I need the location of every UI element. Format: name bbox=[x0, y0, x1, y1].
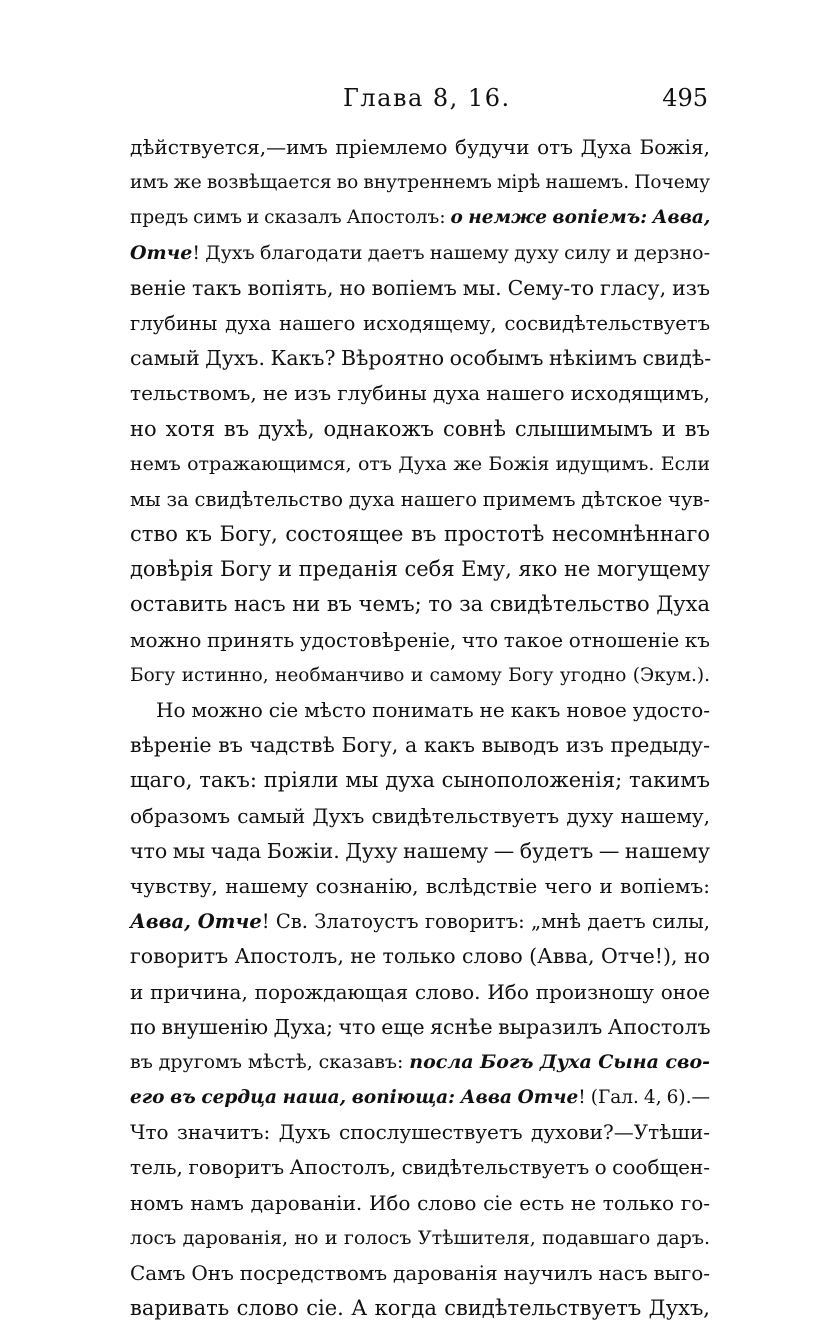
text-segment: лосъ дарованія, но и голосъ Утѣшителя, подавшаго даръ. bbox=[130, 1226, 710, 1249]
text-line bbox=[130, 975, 710, 1010]
text-segment: оставить насъ ни въ чемъ; то за свидѣтельство Духа bbox=[130, 592, 710, 617]
text-segment: довѣрія Богу и преданія себя Ему, яко не могущему bbox=[130, 557, 710, 582]
italic-quote: посла Богъ Духа Сына сво- bbox=[409, 1050, 710, 1073]
text-segment: но хотя въ духѣ, однакожъ совнѣ слышимымъ и въ bbox=[130, 416, 710, 441]
text-line bbox=[130, 1291, 710, 1326]
text-segment: номъ намъ дарованіи. Ибо слово сіе есть не только го- bbox=[130, 1190, 710, 1215]
text-segment: предъ симъ и сказалъ Апостолъ: bbox=[130, 207, 451, 229]
text-line bbox=[130, 341, 710, 376]
text-segment: щаго, такъ: пріяли мы духа сыноположенія; такимъ bbox=[130, 768, 710, 793]
text-line bbox=[130, 165, 710, 200]
text-line bbox=[130, 693, 710, 728]
text-line bbox=[130, 236, 710, 271]
text-line bbox=[130, 376, 710, 411]
text-line bbox=[130, 552, 710, 587]
chapter-heading: Глава 8, 16. bbox=[343, 84, 511, 112]
text-line bbox=[130, 763, 710, 798]
text-line bbox=[130, 306, 710, 341]
text-line bbox=[130, 517, 710, 552]
text-segment: имъ же возвѣщается во внутреннемъ мірѣ нашемъ. Почему bbox=[130, 172, 710, 194]
text-segment: и причина, порождающая слово. Ибо произношу оное bbox=[130, 979, 710, 1004]
text-segment: ство къ Богу, состоящее въ простотѣ несомнѣннаго bbox=[130, 522, 710, 547]
text-line bbox=[130, 271, 710, 306]
text-segment: Что значитъ: Духъ спослушествуетъ духови?—Утѣши- bbox=[130, 1120, 710, 1145]
text-line bbox=[130, 834, 710, 869]
text-segment: ! Духъ благодати даетъ нашему духу силу и дерзно- bbox=[192, 241, 710, 264]
text-segment: вѣреніе въ чадствѣ Богу, а какъ выводъ изъ предыду- bbox=[130, 733, 710, 758]
text-segment: въ другомъ мѣстѣ, сказавъ: bbox=[130, 1050, 410, 1073]
text-line bbox=[130, 1045, 710, 1080]
text-segment: Но можно сіе мѣсто понимать не какъ новое удосто- bbox=[156, 698, 710, 722]
text-line bbox=[130, 939, 710, 974]
text-line bbox=[130, 1115, 710, 1150]
text-line bbox=[130, 587, 710, 622]
text-segment: варивать слово сіе. А когда свидѣтельствуетъ Духъ, bbox=[130, 1296, 710, 1321]
text-line bbox=[130, 482, 710, 517]
text-segment: чувству, нашему сознанію, вслѣдствіе чего и вопіемъ: bbox=[130, 873, 710, 898]
text-segment: веніе такъ вопіять, но вопіемъ мы. Сему-то гласу, изъ bbox=[130, 275, 710, 300]
text-segment: тельствомъ, не изъ глубины духа нашего исходящимъ, bbox=[130, 381, 710, 406]
text-segment: самый Духъ. Какъ? Вѣроятно особымъ нѣкіимъ свидѣ- bbox=[130, 346, 712, 371]
text-line bbox=[130, 1010, 710, 1045]
italic-quote: Авва, Отче bbox=[130, 910, 262, 934]
text-line bbox=[130, 658, 710, 693]
text-line bbox=[130, 1150, 710, 1185]
body-text bbox=[130, 130, 710, 1326]
italic-quote: о немже вопіемъ: Авва, bbox=[450, 207, 711, 229]
text-line bbox=[130, 1080, 710, 1115]
page-number: 495 bbox=[662, 84, 708, 112]
italic-quote: Отче bbox=[130, 241, 193, 264]
text-line bbox=[130, 130, 710, 165]
text-line bbox=[130, 412, 710, 447]
text-line bbox=[130, 1221, 710, 1256]
text-line bbox=[130, 904, 710, 939]
text-segment: Самъ Онъ посредствомъ дарованія научилъ насъ выго- bbox=[130, 1261, 710, 1285]
text-line bbox=[130, 1256, 710, 1291]
text-line bbox=[130, 447, 710, 482]
text-line bbox=[130, 623, 710, 658]
italic-quote: его въ сердца наша, вопіюща: Авва Отче bbox=[130, 1087, 579, 1109]
running-header bbox=[130, 80, 710, 120]
text-segment: ! Св. Златоустъ говоритъ: „мнѣ даетъ силы, bbox=[261, 910, 710, 934]
text-segment: ! (Гал. 4, 6).— bbox=[578, 1087, 710, 1109]
text-line bbox=[130, 869, 710, 904]
text-segment: немъ отражающимся, отъ Духа же Божія идущимъ. Если bbox=[130, 452, 710, 475]
text-segment: мы за свидѣтельство духа нашего примемъ дѣтское чув- bbox=[130, 487, 710, 511]
text-segment: можно принять удостовѣреніе, что такое отношеніе къ bbox=[130, 627, 710, 652]
text-segment: дѣйствуется,—имъ пріемлемо будучи отъ Духа Божія, bbox=[130, 135, 710, 159]
text-line bbox=[130, 200, 710, 235]
text-segment: тель, говоритъ Апостолъ, свидѣтельствуетъ о сообщен- bbox=[130, 1155, 710, 1180]
text-segment: что мы чада Божіи. Духу нашему — будетъ — нашему bbox=[130, 838, 710, 863]
text-line bbox=[130, 799, 710, 834]
text-segment: по внушенію Духа; что еще яснѣе выразилъ Апостолъ bbox=[130, 1014, 711, 1039]
text-segment: Богу истинно, необманчиво и самому Богу угодно (Экум.). bbox=[130, 664, 710, 686]
text-line bbox=[130, 728, 710, 763]
text-segment: образомъ самый Духъ свидѣтельствуетъ духу нашему, bbox=[130, 803, 710, 828]
text-segment: говоритъ Апостолъ, не только слово (Авва, Отче!), но bbox=[130, 944, 710, 969]
text-segment: глубины духа нашего исходящему, сосвидѣтельствуетъ bbox=[130, 311, 710, 335]
